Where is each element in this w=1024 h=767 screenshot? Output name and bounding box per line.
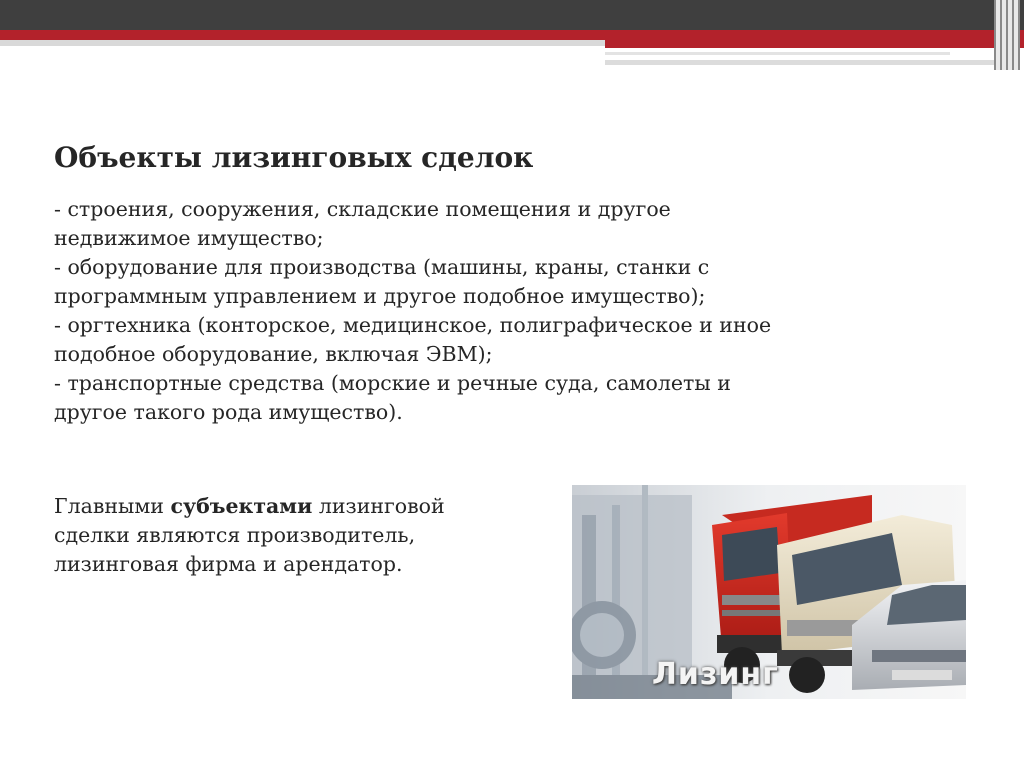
leasing-vehicles-photo bbox=[572, 485, 966, 699]
top-red-stripe bbox=[0, 30, 1024, 40]
subjects-text: лизинговой bbox=[312, 494, 445, 518]
slide-title: Объекты лизинговых сделок bbox=[54, 141, 534, 174]
objects-line: - транспортные средства (морские и речные суда, самолеты и bbox=[54, 371, 731, 395]
objects-line: другое такого рода имущество). bbox=[54, 400, 403, 424]
top-grey-stripe-thin bbox=[605, 52, 950, 55]
objects-line: - оргтехника (конторское, медицинское, полиграфическое и иное bbox=[54, 313, 772, 337]
subjects-line-2: сделки являются производитель, bbox=[54, 523, 416, 547]
corner-stripes bbox=[994, 0, 1020, 70]
objects-line: недвижимое имущество; bbox=[54, 226, 324, 250]
top-grey-stripe-right bbox=[605, 60, 1000, 65]
subjects-bold-word: субъектами bbox=[170, 494, 313, 518]
photo-caption: Лизинг bbox=[652, 657, 779, 692]
objects-line: подобное оборудование, включая ЭВМ); bbox=[54, 342, 493, 366]
subjects-line-1 bbox=[54, 492, 524, 521]
top-red-stripe-right bbox=[605, 40, 1024, 48]
objects-line: - оборудование для производства (машины, краны, станки с bbox=[54, 255, 710, 279]
objects-line: программным управлением и другое подобное имущество); bbox=[54, 284, 706, 308]
objects-list bbox=[54, 195, 854, 427]
top-dark-bar bbox=[0, 0, 1024, 30]
subjects-text: Главными bbox=[54, 494, 171, 518]
objects-line: - строения, сооружения, складские помещения и другое bbox=[54, 197, 671, 221]
subjects-line-3: лизинговая фирма и арендатор. bbox=[54, 552, 403, 576]
subjects-paragraph bbox=[54, 492, 524, 579]
top-grey-stripe bbox=[0, 40, 605, 46]
